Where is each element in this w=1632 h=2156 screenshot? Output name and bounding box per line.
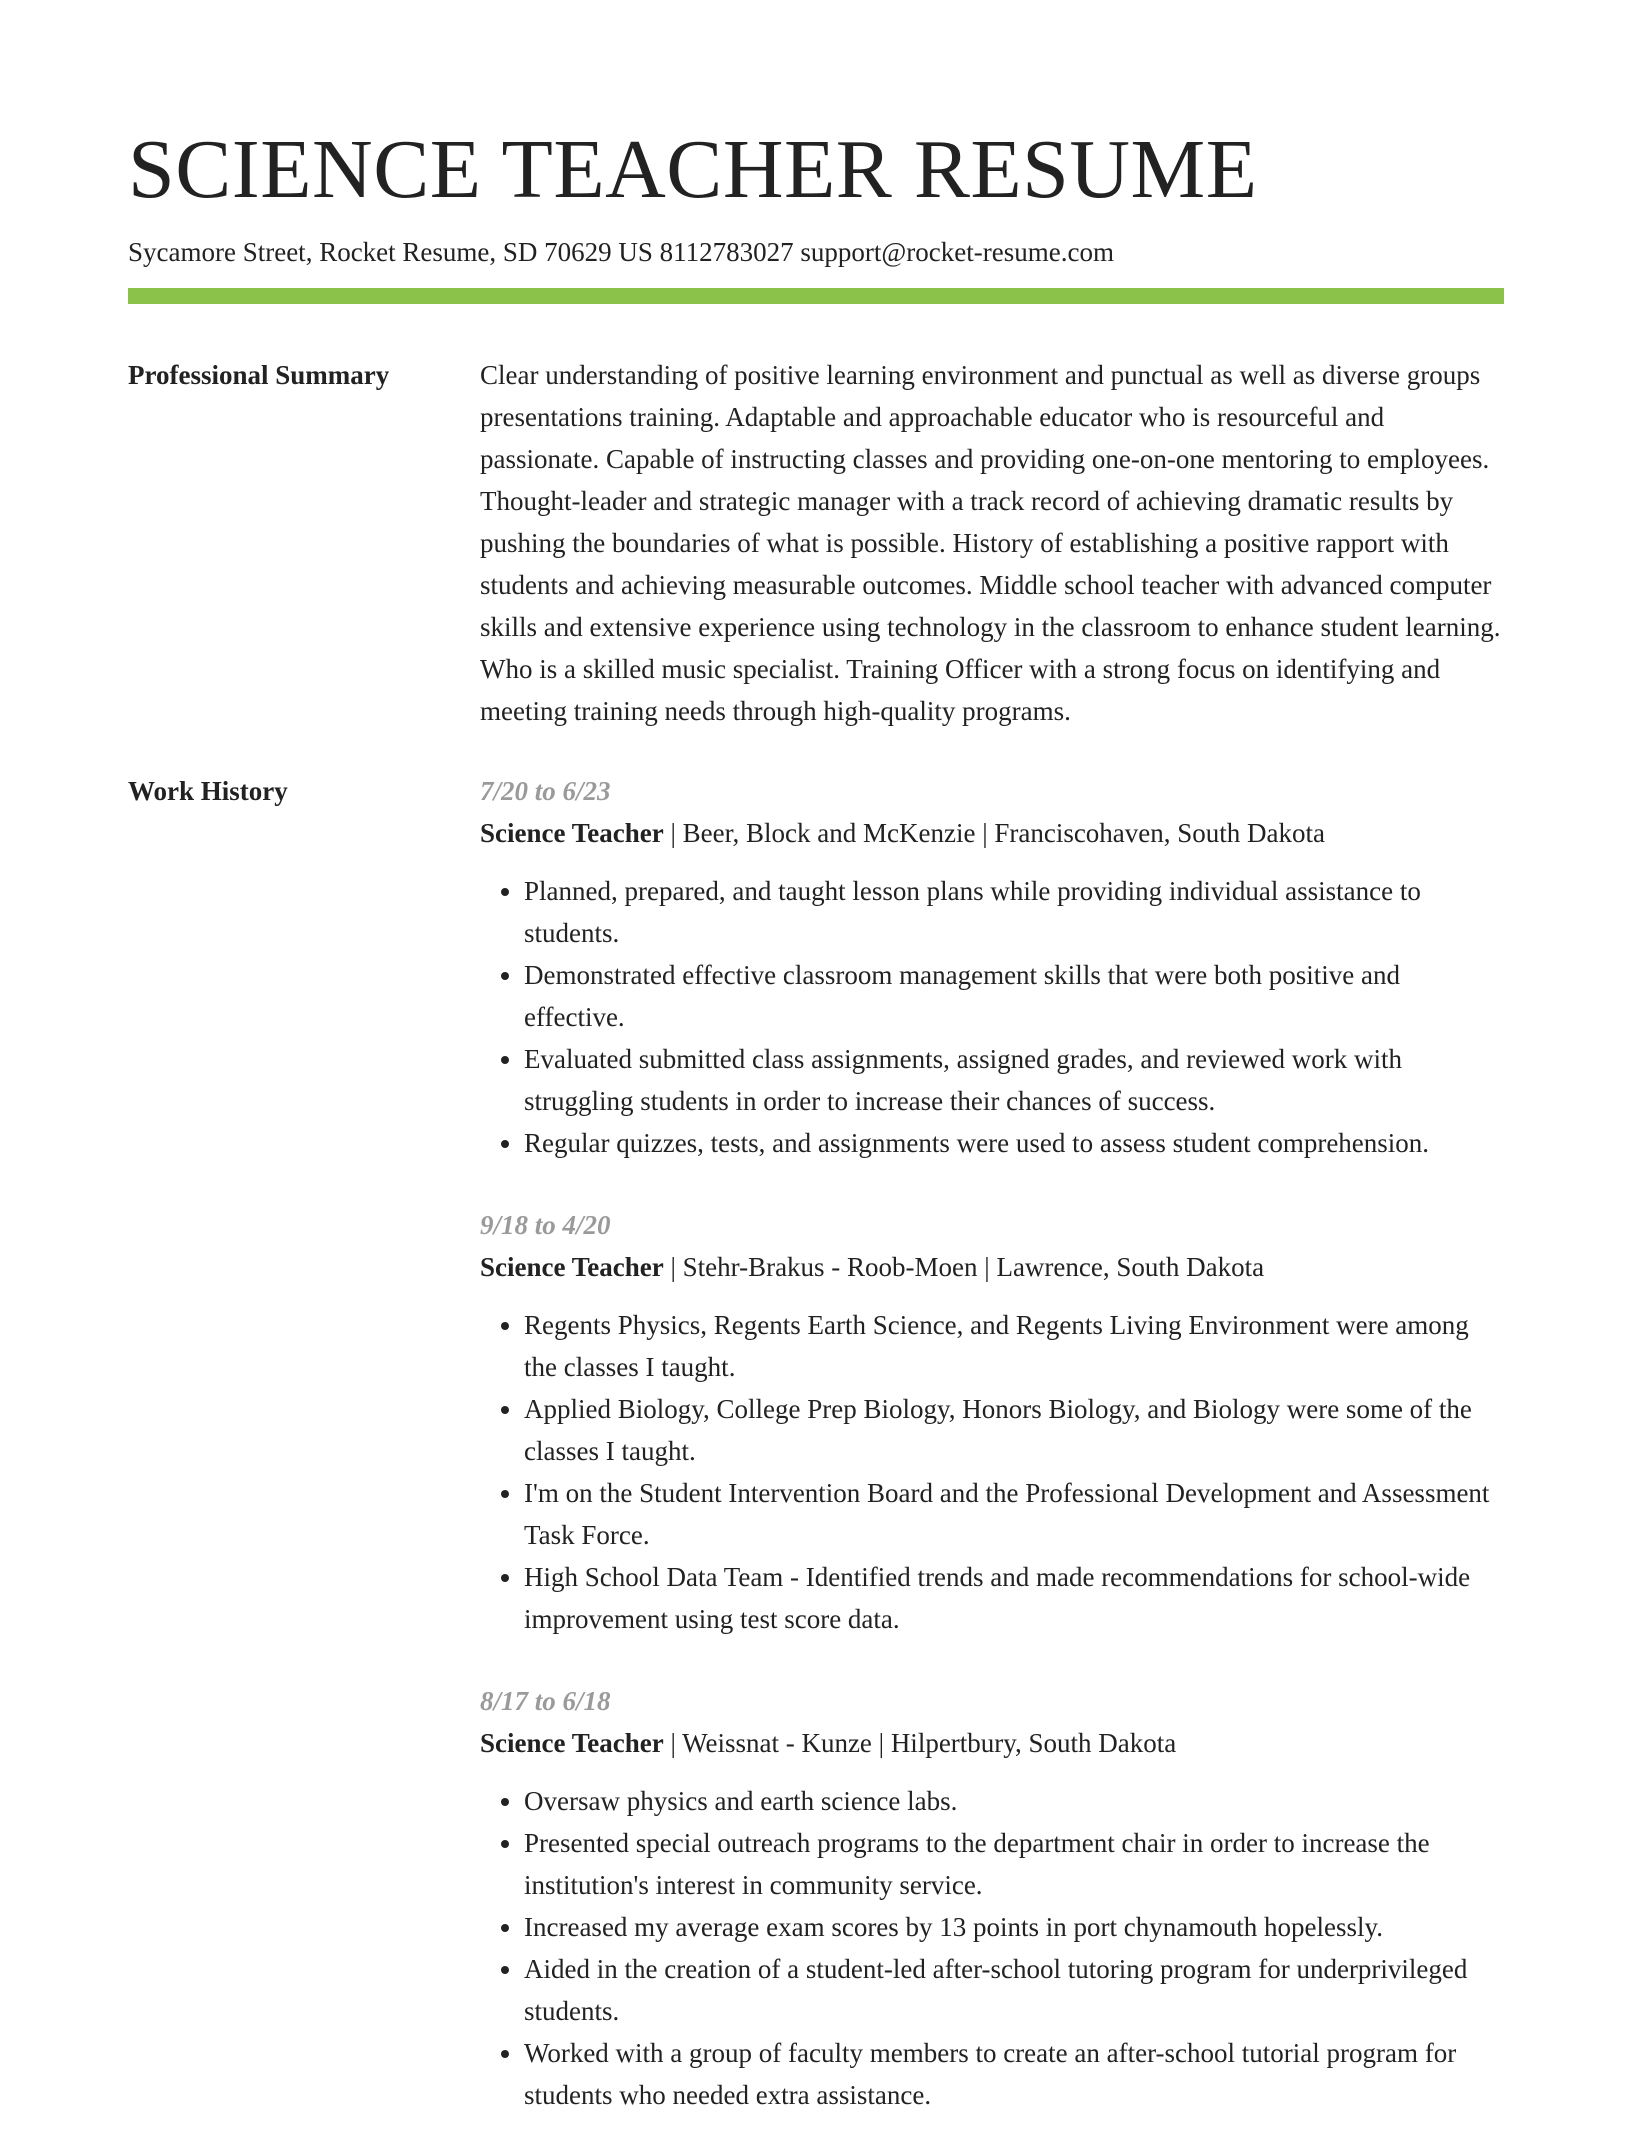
resume-page	[128, 0, 1504, 2156]
job-entry	[480, 1680, 1504, 2116]
job-company: Weissnat - Kunze	[682, 1728, 872, 1758]
professional-summary-content	[480, 354, 1504, 732]
job-entry	[480, 770, 1504, 1164]
professional-summary-text: Clear understanding of positive learning environment and punctual as well as diverse groups presentations training. Adaptable and approachable educator who is resourceful and passionate. Capable of instructing classes and providing one-on-one mentoring to employees. Thought-leader and strategic manager with a track record of achieving dramatic results by pushing the boundaries of what is possible. History of establishing a positive rapport with students and achieving measurable outcomes. Middle school teacher with advanced computer skills and extensive experience using technology in the classroom to enhance student learning. Who is a skilled music specialist. Training Officer with a strong focus on identifying and meeting training needs through high-quality programs.	[480, 360, 1501, 726]
job-separator: |	[977, 1252, 997, 1282]
job-title: Science Teacher	[480, 1252, 664, 1282]
job-separator: |	[663, 1252, 683, 1282]
job-bullet: • I'm on the Student Intervention Board and the Professional Development and Assessment Task Force.	[524, 1472, 1504, 1556]
job-bullet-list	[480, 1304, 1504, 1640]
job-heading	[480, 1722, 1504, 1764]
job-bullet: • Applied Biology, College Prep Biology, Honors Biology, and Biology were some of the classes I taught.	[524, 1388, 1504, 1472]
professional-summary-section	[128, 354, 1504, 732]
job-heading	[480, 812, 1504, 854]
contact-line: Sycamore Street, Rocket Resume, SD 70629 US 8112783027 support@rocket-resume.com	[128, 237, 1114, 267]
job-bullet: • Aided in the creation of a student-led after-school tutoring program for underprivileged students.	[524, 1948, 1504, 2032]
job-bullet: • Presented special outreach programs to the department chair in order to increase the institution's interest in community service.	[524, 1822, 1504, 1906]
job-bullet: • Regents Physics, Regents Earth Science, and Regents Living Environment were among the classes I taught.	[524, 1304, 1504, 1388]
job-bullet-list	[480, 870, 1504, 1164]
job-title: Science Teacher	[480, 1728, 664, 1758]
job-separator: |	[663, 818, 683, 848]
job-bullet: • Demonstrated effective classroom management skills that were both positive and effective.	[524, 954, 1504, 1038]
job-location: Lawrence, South Dakota	[996, 1252, 1265, 1282]
job-bullet: • Increased my average exam scores by 13 points in port chynamouth hopelessly.	[524, 1906, 1504, 1948]
resume-title: SCIENCE TEACHER RESUME	[128, 123, 1258, 216]
professional-summary-label: Professional Summary	[128, 360, 390, 390]
header-divider	[128, 288, 1504, 304]
job-heading	[480, 1246, 1504, 1288]
job-bullet: • Worked with a group of faculty members to create an after-school tutorial program for students who needed extra assistance.	[524, 2032, 1504, 2116]
job-dates: 8/17 to 6/18	[480, 1686, 611, 1716]
job-company: Stehr-Brakus - Roob-Moen	[682, 1252, 978, 1282]
job-dates: 7/20 to 6/23	[480, 776, 611, 806]
job-separator: |	[663, 1728, 683, 1758]
job-bullet: • High School Data Team - Identified trends and made recommendations for school-wide improvement using test score data.	[524, 1556, 1504, 1640]
job-separator: |	[975, 818, 995, 848]
job-dates: 9/18 to 4/20	[480, 1210, 611, 1240]
job-bullet: • Planned, prepared, and taught lesson plans while providing individual assistance to students.	[524, 870, 1504, 954]
job-bullet: • Regular quizzes, tests, and assignments were used to assess student comprehension.	[524, 1122, 1504, 1164]
job-bullet: • Evaluated submitted class assignments, assigned grades, and reviewed work with struggling students in order to increase their chances of success.	[524, 1038, 1504, 1122]
job-bullet: • Oversaw physics and earth science labs.	[524, 1780, 1504, 1822]
job-location: Franciscohaven, South Dakota	[994, 818, 1326, 848]
job-entry	[480, 1204, 1504, 1640]
work-history-section	[128, 770, 1504, 2156]
job-location: Hilpertbury, South Dakota	[890, 1728, 1177, 1758]
job-separator: |	[871, 1728, 891, 1758]
job-title: Science Teacher	[480, 818, 664, 848]
work-history-content	[480, 770, 1504, 2156]
job-company: Beer, Block and McKenzie	[682, 818, 976, 848]
work-history-label: Work History	[128, 776, 288, 806]
job-bullet-list	[480, 1780, 1504, 2116]
